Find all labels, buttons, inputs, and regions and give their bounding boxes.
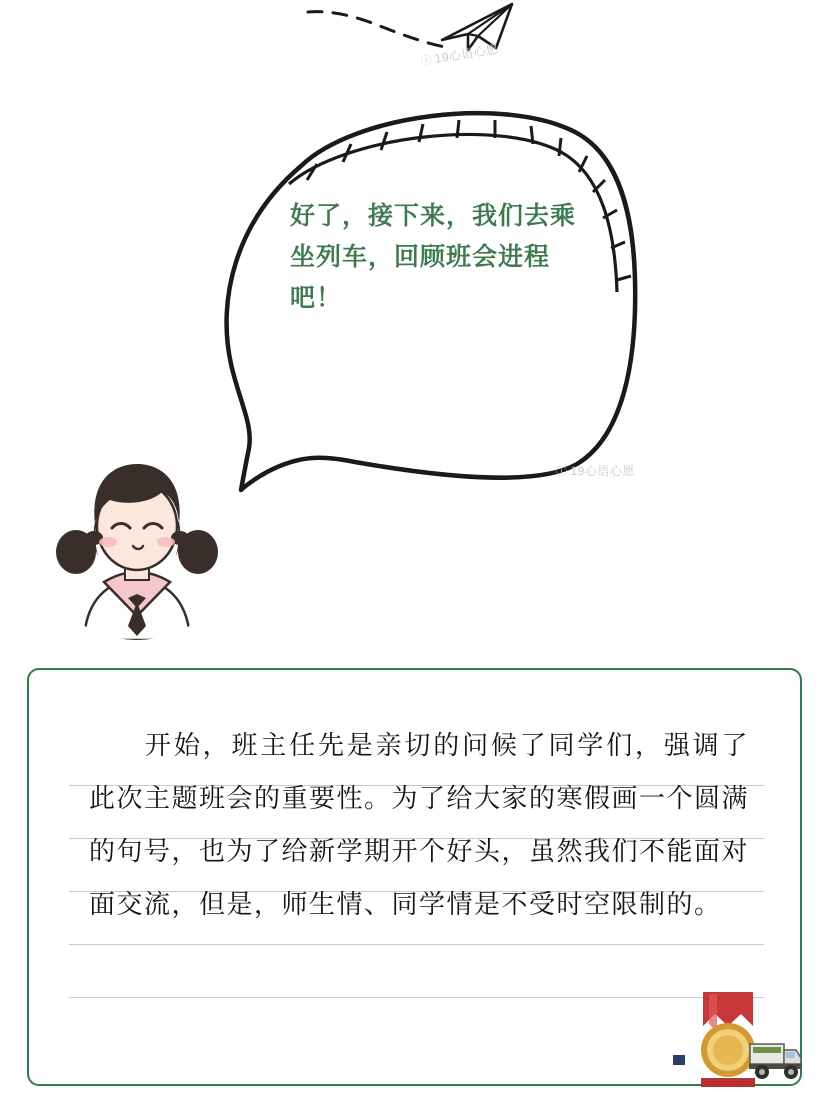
watermark-mark-icon: ⓘ (556, 466, 568, 478)
watermark-text: 19心语心愿 (433, 41, 500, 66)
note-paragraph: 开始，班主任先是亲切的问候了同学们，强调了此次主题班会的重要性。为了给大家的寒假画一个圆满的句号，也为了给新学期开个好头，虽然我们不能面对面交流，但是，师生情、同学情是不受时空限制的。 (89, 731, 750, 920)
truck-icon (748, 1038, 803, 1083)
truck-sticker (748, 1038, 803, 1083)
paper-plane-icon (300, 0, 560, 80)
small-blue-block-decoration (673, 1055, 685, 1065)
avatar (32, 430, 242, 640)
note-card (27, 668, 802, 1086)
speech-bubble-text: 好了，接下来，我们去乘坐列车，回顾班会进程吧！ (290, 201, 577, 312)
watermark-mark-icon: ⓘ (419, 54, 434, 69)
paper-plane-decoration (300, 0, 560, 80)
watermark-text: 19心语心愿 (570, 464, 635, 478)
watermark-bubble (556, 462, 635, 479)
girl-avatar-icon (32, 430, 242, 640)
